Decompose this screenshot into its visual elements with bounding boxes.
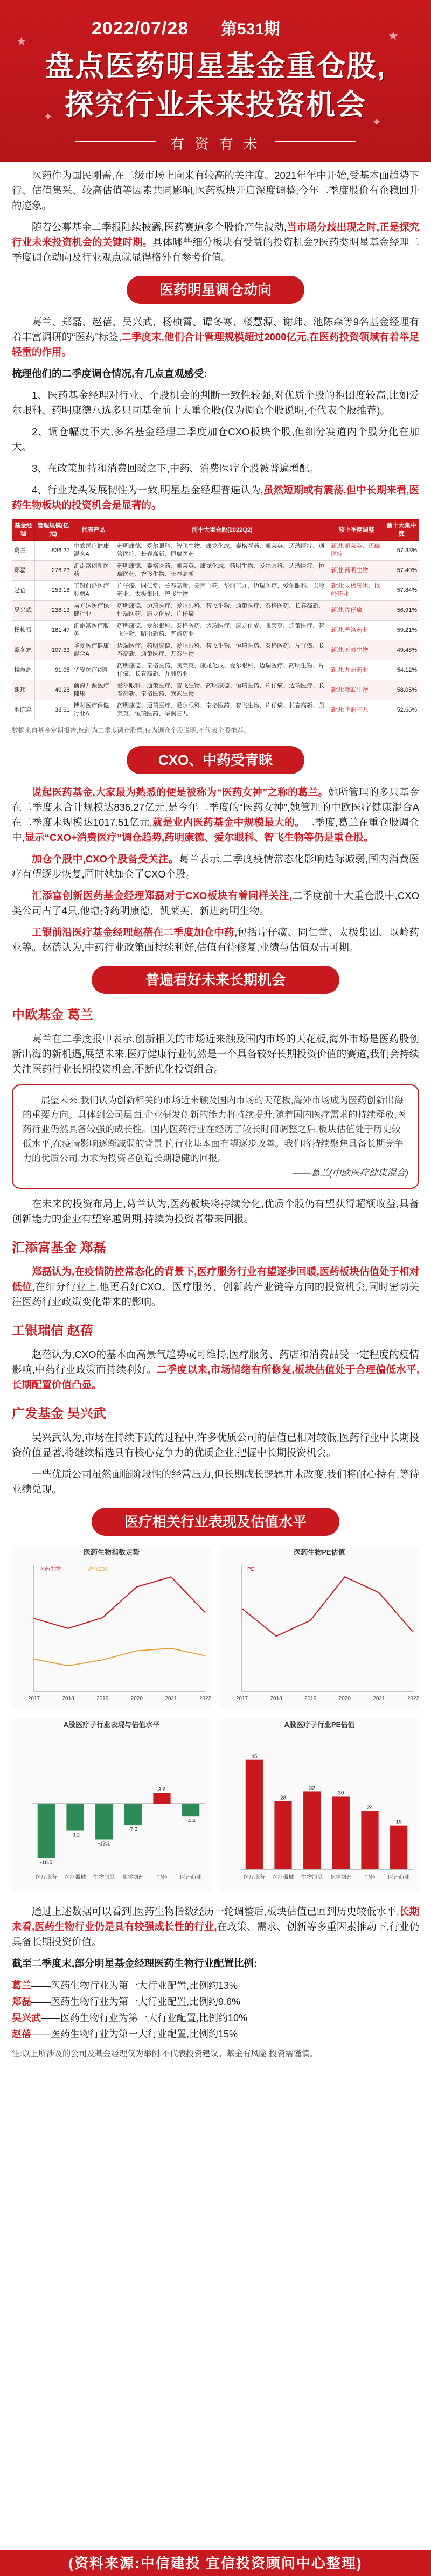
- data-label: -7.3: [128, 1826, 138, 1833]
- x-tick-label: 医药商业: [180, 1874, 202, 1881]
- table-row: [12, 680, 419, 700]
- data-label: -4.4: [186, 1818, 196, 1824]
- data-label: -9.2: [70, 1832, 80, 1839]
- table-row: [12, 561, 419, 581]
- issue-number: 第531期: [221, 20, 281, 38]
- table-cell: 药明康德、爱尔眼科、智飞生物、康龙化成、泰格医药、凯莱英、迈瑞医疗、通策医疗、长春高新、恒瑞医药: [115, 541, 329, 561]
- manager-heading: 汇添富基金 郑磊: [12, 1241, 106, 1255]
- data-label: -18.5: [40, 1860, 53, 1866]
- section-banner: 医疗相关行业表现及估值水平: [92, 1508, 339, 1536]
- section-banner: CXO、中药受青睐: [127, 746, 304, 774]
- manager-heading: 广发基金 吴兴武: [12, 1407, 106, 1421]
- table-cell: 新进:九洲药业: [329, 660, 384, 680]
- data-label: 3.6: [158, 1786, 166, 1793]
- list-item: [12, 2010, 419, 2026]
- holdings-table: [12, 519, 419, 720]
- table-cell: 谭冬寒: [12, 640, 35, 660]
- table-cell: 107.33: [34, 640, 72, 660]
- x-tick-label: 2017: [27, 1695, 40, 1702]
- list-item-text: ——医药生物行业为第一大行业配置,比例约13%: [31, 1980, 238, 1991]
- manager-name: 赵蓓: [12, 2029, 31, 2039]
- manager-paragraph: 吴兴武认为,市场在持续下跌的过程中,许多优质公司的估值已相对较低,医药行业中长期投资价值显著,将继续精选具有核心竞争力的优质企业,把握中长期投资机会。: [12, 1432, 419, 1458]
- table-caption: 数据来自基金定期报告,标红为二季度调仓股票,仅为调仓个股说明,不代表个股推荐。: [12, 727, 251, 734]
- table-cell: 楼慧源: [12, 660, 35, 680]
- x-tick-label: 化学制药: [330, 1874, 352, 1881]
- table-cell: 57.84%: [384, 581, 419, 601]
- point: 3、在政策加持和消费回暖之下,中药、消费医疗个股被普遍增配。: [32, 463, 319, 474]
- table-row: [12, 700, 419, 720]
- table-cell: 谢玮: [12, 680, 35, 700]
- x-tick-label: 中药: [156, 1874, 168, 1881]
- manager-paragraph: 在未来的投资布局上,葛兰认为,医药板块将持续分化,优质个股仍有望获得超额收益,具备创新能力的企业有望穿越周期,持续为投资者带来回报。: [12, 1198, 419, 1224]
- table-cell: 易方达医疗保健行业: [72, 601, 115, 621]
- table-header-row: [12, 520, 419, 541]
- table-cell: 中欧医疗健康混合A: [72, 541, 115, 561]
- table-row: [12, 621, 419, 640]
- table-cell: 181.47: [34, 621, 72, 640]
- table-cell: 276.23: [34, 561, 72, 581]
- table-cell: 华夏医疗健康混合A: [72, 640, 115, 660]
- manager-heading: 工银瑞信 赵蓓: [12, 1324, 93, 1338]
- table-cell: 59.21%: [384, 621, 419, 640]
- table-cell: 药明康德、泰格医药、凯莱英、康龙化成、药明生物、爱尔眼科、迈瑞医疗、恒瑞医药、智飞生物、长春高新: [115, 561, 329, 581]
- data-label: 18: [395, 1819, 402, 1826]
- manager-name: 郑磊: [12, 1996, 31, 2007]
- table-cell: 葛兰: [12, 541, 35, 561]
- chart-svg: [12, 1730, 211, 1891]
- x-tick-label: 2018: [270, 1695, 282, 1702]
- x-tick-label: 2020: [338, 1695, 351, 1702]
- series-line: [34, 1648, 205, 1665]
- chart-svg: [220, 1730, 419, 1891]
- x-tick-label: 2022: [407, 1695, 419, 1702]
- table-cell: 郑磊: [12, 561, 35, 581]
- chart-subindustry-pe: A股医疗子行业PE估值 45 医疗服务 28 医疗器械 32 生物制品 30 化学制药 24 中药 18 医药商业: [220, 1719, 419, 1891]
- column-header: 代表产品: [72, 520, 115, 541]
- bar: [153, 1793, 170, 1804]
- table-cell: 池陈森: [12, 700, 35, 720]
- chart-subindustry-return: A股医疗子行业表现与估值水平 -18.5 医疗服务 -9.2 医疗器械 -12.1 生物制品 -7.3 化学制药 3.6 中药 -4.4 医药商业: [12, 1719, 211, 1891]
- data-label: 28: [280, 1794, 287, 1801]
- x-tick-label: 生物制品: [93, 1874, 115, 1881]
- x-tick-label: 医药商业: [388, 1874, 410, 1881]
- bar: [274, 1801, 291, 1869]
- table-cell: 新进:我武生物: [329, 680, 384, 700]
- table-cell: 赵蓓: [12, 581, 35, 601]
- manager-name: 吴兴武: [12, 2013, 41, 2023]
- bar: [246, 1759, 263, 1869]
- data-label: -12.1: [98, 1840, 110, 1847]
- bar: [66, 1804, 84, 1831]
- x-tick-label: 2020: [130, 1695, 143, 1702]
- table-cell: 253.18: [34, 581, 72, 601]
- footer-source: (资料来源:中信建投 宜信投资顾问中心整理): [0, 2550, 431, 2576]
- section-banner: 医药明星调仓动向: [127, 276, 304, 304]
- list-item: [12, 1978, 419, 1994]
- table-cell: 汇添富创新医药: [72, 561, 115, 581]
- table-cell: 迈瑞医疗、药明康德、爱尔眼科、智飞生物、恒瑞医药、泰格医药、片仔癀、长春高新、通策医疗、万泰生物: [115, 640, 329, 660]
- x-tick-label: 2021: [165, 1695, 177, 1702]
- section-cxo: 说起医药基金,大家最为熟悉的便是被称为“医药女神”之称的葛兰。她所管理的多只基金在二季度末合计规模达836.27亿元,是今年二季度的“医药女神”,她管理的中欧医疗健康混合A在二季度末规模达1017.51亿元,就是业内医药基金中规模最大的。二季度,葛兰在重仓股调仓中,显示“CXO+消费医疗”调仓趋势,药明康德、爱尔眼科、智飞生物等仍是重仓股。 加仓个股中,CXO个股备受关注。葛兰表示,二季度疫情常态化影响边际减弱,国内消费医疗有望逐步恢复,同时她加仓了CXO个股。 汇添富创新医药基金经理郑磊对于CXO板块有着同样关注,二季度前十大重仓股中,CXO类公司占了4只,他增持药明康德、凯莱英、新进药明生物。 工银前沿医疗基金经理赵蓓在二季度加仓中药,包括片仔癀、同仁堂、太极集团、以岭药业等。赵蓓认为,中药行业政策面持续利好,估值有待修复,业绩与估值双击可期。: [12, 786, 420, 953]
- table-row: [12, 640, 419, 660]
- legend-entry: 沪深300: [88, 1566, 108, 1572]
- manager-paragraph: 一些优质公司虽然面临阶段性的经营压力,但长期成长逻辑并未改变,我们将耐心持有,等待业绩兑现。: [12, 1468, 419, 1495]
- chart-index-trend: 医药生物指数走势 2017 2018 2019 2020 2021 2022 医药生物 沪深300: [12, 1547, 211, 1708]
- table-cell: 91.05: [34, 660, 72, 680]
- charts-grid: [12, 1547, 419, 1897]
- table-cell: 新进:太极集团、以岭药业: [329, 581, 384, 601]
- slogan: 有 资 有 未: [170, 136, 261, 152]
- legend-entry: 医药生物: [39, 1566, 61, 1572]
- table-cell: 药明康德、迈瑞医疗、爱尔眼科、智飞生物、通策医疗、泰格医药、长春高新、恒瑞医药、康龙化成、片仔癀: [115, 601, 329, 621]
- table-cell: 爱尔眼科、通策医疗、智飞生物、药明康德、恒瑞医药、片仔癀、迈瑞医疗、长春高新、泰格医药、我武生物: [115, 680, 329, 700]
- x-tick-label: 2019: [304, 1695, 317, 1702]
- table-cell: 52.66%: [384, 700, 419, 720]
- list-item: [12, 1994, 419, 2010]
- intro: [0, 168, 431, 265]
- star-icon: ✦: [43, 110, 53, 123]
- column-header: 较上季度调整: [329, 520, 384, 541]
- intro-paragraph: 医药作为国民刚需,在二级市场上向来有较高的关注度。2021年年中开始,受基本面趋势下行、估值集采、较高估值等因素共同影响,医药板块开启深度调整,今年二季度股价有企稳回升的迹象。: [12, 170, 419, 211]
- star-icon: ✦: [372, 115, 382, 129]
- data-label: 32: [309, 1785, 315, 1791]
- page-title-line2: 探究行业未来投资机会: [65, 89, 366, 121]
- table-cell: 57.40%: [384, 561, 419, 581]
- list-item-text: ——医药生物行业为第一大行业配置,比例约15%: [31, 2029, 238, 2039]
- list-title: 截至二季度末,部分明星基金经理医药生物行业配置比例:: [12, 1958, 258, 1969]
- point: 1、医药基金经理对行业、个股机会的判断一致性较强,对优质个股的抱团度较高,比如爱尔眼科、药明康德八选多只同基金前十大重仓股(仅为调仓个股说明,不代表个股推荐)。: [12, 389, 419, 416]
- issue-date: 2022/07/28: [92, 18, 189, 39]
- x-tick-label: 生物制品: [301, 1874, 323, 1881]
- table-cell: 新进:普洛药业: [329, 621, 384, 640]
- table-cell: 前海开源医疗健康: [72, 680, 115, 700]
- point: 4、行业龙头发展韧性为一致,明星基金经理普遍认为,虽然短期或有震荡,但中长期来看,医药生物板块的投资机会是显著的。: [12, 484, 419, 511]
- column-header: 前十大集中度: [384, 520, 419, 541]
- table-cell: 药明康德、爱尔眼科、泰格医药、迈瑞医疗、康龙化成、凯莱英、通策医疗、智飞生物、昭衍新药、普洛药业: [115, 621, 329, 640]
- manager-paragraph: 葛兰在二季度报中表示,创新相关的市场近来触及国内市场的天花板,海外市场是医药股创新出海的新机遇,展望未来,医疗健康行业仍然是一个具备较好长期投资价值的赛道,我们会持续关注医药行业长期投资机会,不断优化投资组合。: [12, 1033, 419, 1075]
- header-banner: [0, 0, 431, 162]
- chart-pe-trend: 医药生物PE估值 2017 2018 2019 2020 2021 2022 PE: [220, 1547, 419, 1708]
- table-cell: 新进:凯莱英、迈瑞医疗: [329, 541, 384, 561]
- x-tick-label: 化学制药: [122, 1874, 144, 1881]
- x-tick-label: 中药: [364, 1874, 376, 1881]
- table-cell: 56.91%: [384, 601, 419, 621]
- data-label: 24: [366, 1805, 373, 1811]
- x-tick-label: 2021: [373, 1695, 385, 1702]
- data-label: 30: [338, 1790, 344, 1796]
- subheading: 梳理他们的二季度调仓情况,有几点直观感受:: [12, 368, 207, 379]
- x-tick-label: 医疗器械: [272, 1874, 294, 1881]
- table-cell: 新进:片仔癀: [329, 601, 384, 621]
- table-cell: 836.27: [34, 541, 72, 561]
- bar: [332, 1796, 350, 1869]
- list-item-text: ——医药生物行业为第一大行业配置,比例约9.6%: [31, 1996, 241, 2007]
- list-item-text: ——医药生物行业为第一大行业配置,比例约10%: [41, 2013, 248, 2023]
- table-cell: 汇添富医疗服务: [72, 621, 115, 640]
- table-cell: 54.12%: [384, 660, 419, 680]
- table-cell: 吴兴武: [12, 601, 35, 621]
- manager-name: 葛兰: [12, 1980, 31, 1991]
- table-cell: 57.33%: [384, 541, 419, 561]
- bar: [182, 1804, 199, 1816]
- table-cell: 49.48%: [384, 640, 419, 660]
- series-line: [34, 1577, 205, 1628]
- table-cell: 236.13: [34, 601, 72, 621]
- star-icon: ★: [16, 34, 27, 48]
- table-cell: 工银前沿医疗股票A: [72, 581, 115, 601]
- chart-svg: [220, 1558, 419, 1708]
- table-cell: 新进:万泰生物: [329, 640, 384, 660]
- table-row: [12, 601, 419, 621]
- table-cell: 新进:药明生物: [329, 561, 384, 581]
- list-item: [12, 2026, 419, 2042]
- point: 2、调仓幅度不大,多名基金经理二季度加仓CXO板块个股,但细分赛道内个股分化在加大。: [12, 426, 419, 452]
- column-header: 前十大重仓股(2022Q2): [115, 520, 329, 541]
- table-cell: 38.61: [34, 700, 72, 720]
- allocation-list: [12, 1978, 419, 2042]
- page-title-line1: 盘点医药明星基金重仓股,: [45, 50, 386, 82]
- column-header: 基金经理: [12, 520, 35, 541]
- bar: [124, 1804, 142, 1825]
- table-cell: 博时医疗保健行业A: [72, 700, 115, 720]
- quote-signature: ——葛兰(中欧医疗健康混合): [292, 1168, 408, 1178]
- x-tick-label: 2019: [96, 1695, 109, 1702]
- bar: [38, 1804, 55, 1858]
- x-tick-label: 医疗服务: [35, 1874, 57, 1881]
- table-cell: 58.05%: [384, 680, 419, 700]
- x-tick-label: 医疗器械: [64, 1874, 86, 1881]
- manager-heading: 中欧基金 葛兰: [12, 1008, 93, 1022]
- x-tick-label: 2017: [235, 1695, 248, 1702]
- bar: [95, 1804, 113, 1839]
- section-banner: 普遍看好未来长期机会: [92, 966, 339, 994]
- x-tick-label: 医疗服务: [243, 1874, 265, 1881]
- bar: [361, 1811, 378, 1869]
- intro-paragraph: 随着公募基金二季报陆续披露,医药赛道多个股价产生波动,当市场分歧出现之时,正是探究行业未来投资机会的关键时期。具体哪些细分板块有受益的投资机会?医药类明星基金经理二季度调仓动向及行业观点就显得格外有参考价值。: [12, 221, 419, 263]
- table-cell: 华安医疗创新: [72, 660, 115, 680]
- column-header: 管理规模(亿元): [34, 520, 72, 541]
- quote-box: 展望未来,我们认为创新相关的市场近来触及国内市场的天花板,海外市场成为医药创新出海的重要方向。具体到公司层面,企业研发创新的能力将持续提升,随着国内医疗需求的持续释放,医药行业仍然具备较强的成长性。国内医药行业在经历了较长时间调整之后,板块估值处于历史较低水平,在疫情影响逐渐减弱的背景下,行业基本面有望逐步改善。我们将持续聚焦具备长期竞争力的优质公司,力求为投资者创造长期稳健的回报。 ——葛兰(中欧医疗健康混合): [12, 1084, 419, 1189]
- table-cell: 新进:华润三九: [329, 700, 384, 720]
- bar: [390, 1825, 407, 1869]
- section-adjustments: 葛兰、郑磊、赵蓓、吴兴武、杨桢霄、谭冬寒、楼慧源、谢玮、池陈森等9名基金经理有着丰富调研的“医药”标签,二季度末,他们合计管理规模超过2000亿元,在医药投资领域有着举足轻重的作用。 梳理他们的二季度调仓情况,有几点直观感受: 1、医药基金经理对行业、个股机会的判断一致性较强,对优质个股的抱团度较高,比如爱尔眼科、药明康德八选多只同基金前十大重仓股(仅为调仓个股说明,不代表个股推荐)。 2、调仓幅度不大,多名基金经理二季度加仓CXO板块个股,但细分赛道内个股分化在加大。 3、在政策加持和消费回暖之下,中药、消费医疗个股被普遍增配。 4、行业龙头发展韧性为一致,明星基金经理普遍认为,虽然短期或有震荡,但中长期来看,医药生物板块的投资机会是显著的。: [0, 315, 431, 513]
- table-cell: 片仔癀、同仁堂、长春高新、云南白药、华润三九、迈瑞医疗、爱尔眼科、以岭药业、太极集团、智飞生物: [115, 581, 329, 601]
- table-row: [12, 660, 419, 680]
- table-row: [12, 581, 419, 601]
- x-tick-label: 2018: [62, 1695, 74, 1702]
- series-line: [242, 1577, 413, 1636]
- bar: [303, 1791, 321, 1869]
- table-row: [12, 541, 419, 561]
- table-cell: 杨桢霄: [12, 621, 35, 640]
- table-cell: 40.28: [34, 680, 72, 700]
- star-icon: ★: [388, 29, 399, 43]
- x-tick-label: 2022: [199, 1695, 211, 1702]
- table-cell: 药明康德、泰格医药、凯莱英、康龙化成、爱尔眼科、迈瑞医疗、药明生物、片仔癀、长春高新、九洲药业: [115, 660, 329, 680]
- legend-entry: PE: [247, 1566, 255, 1572]
- data-label: 45: [251, 1753, 258, 1760]
- table-cell: 药明康德、迈瑞医疗、爱尔眼科、泰格医药、智飞生物、片仔癀、长春高新、凯莱英、恒瑞医药、华润三九: [115, 700, 329, 720]
- chart-svg: [12, 1558, 211, 1708]
- disclaimer: 注:以上所涉及的公司及基金经理仅为举例,不代表投资建议。基金有风险,投资需谨慎。: [12, 2049, 318, 2058]
